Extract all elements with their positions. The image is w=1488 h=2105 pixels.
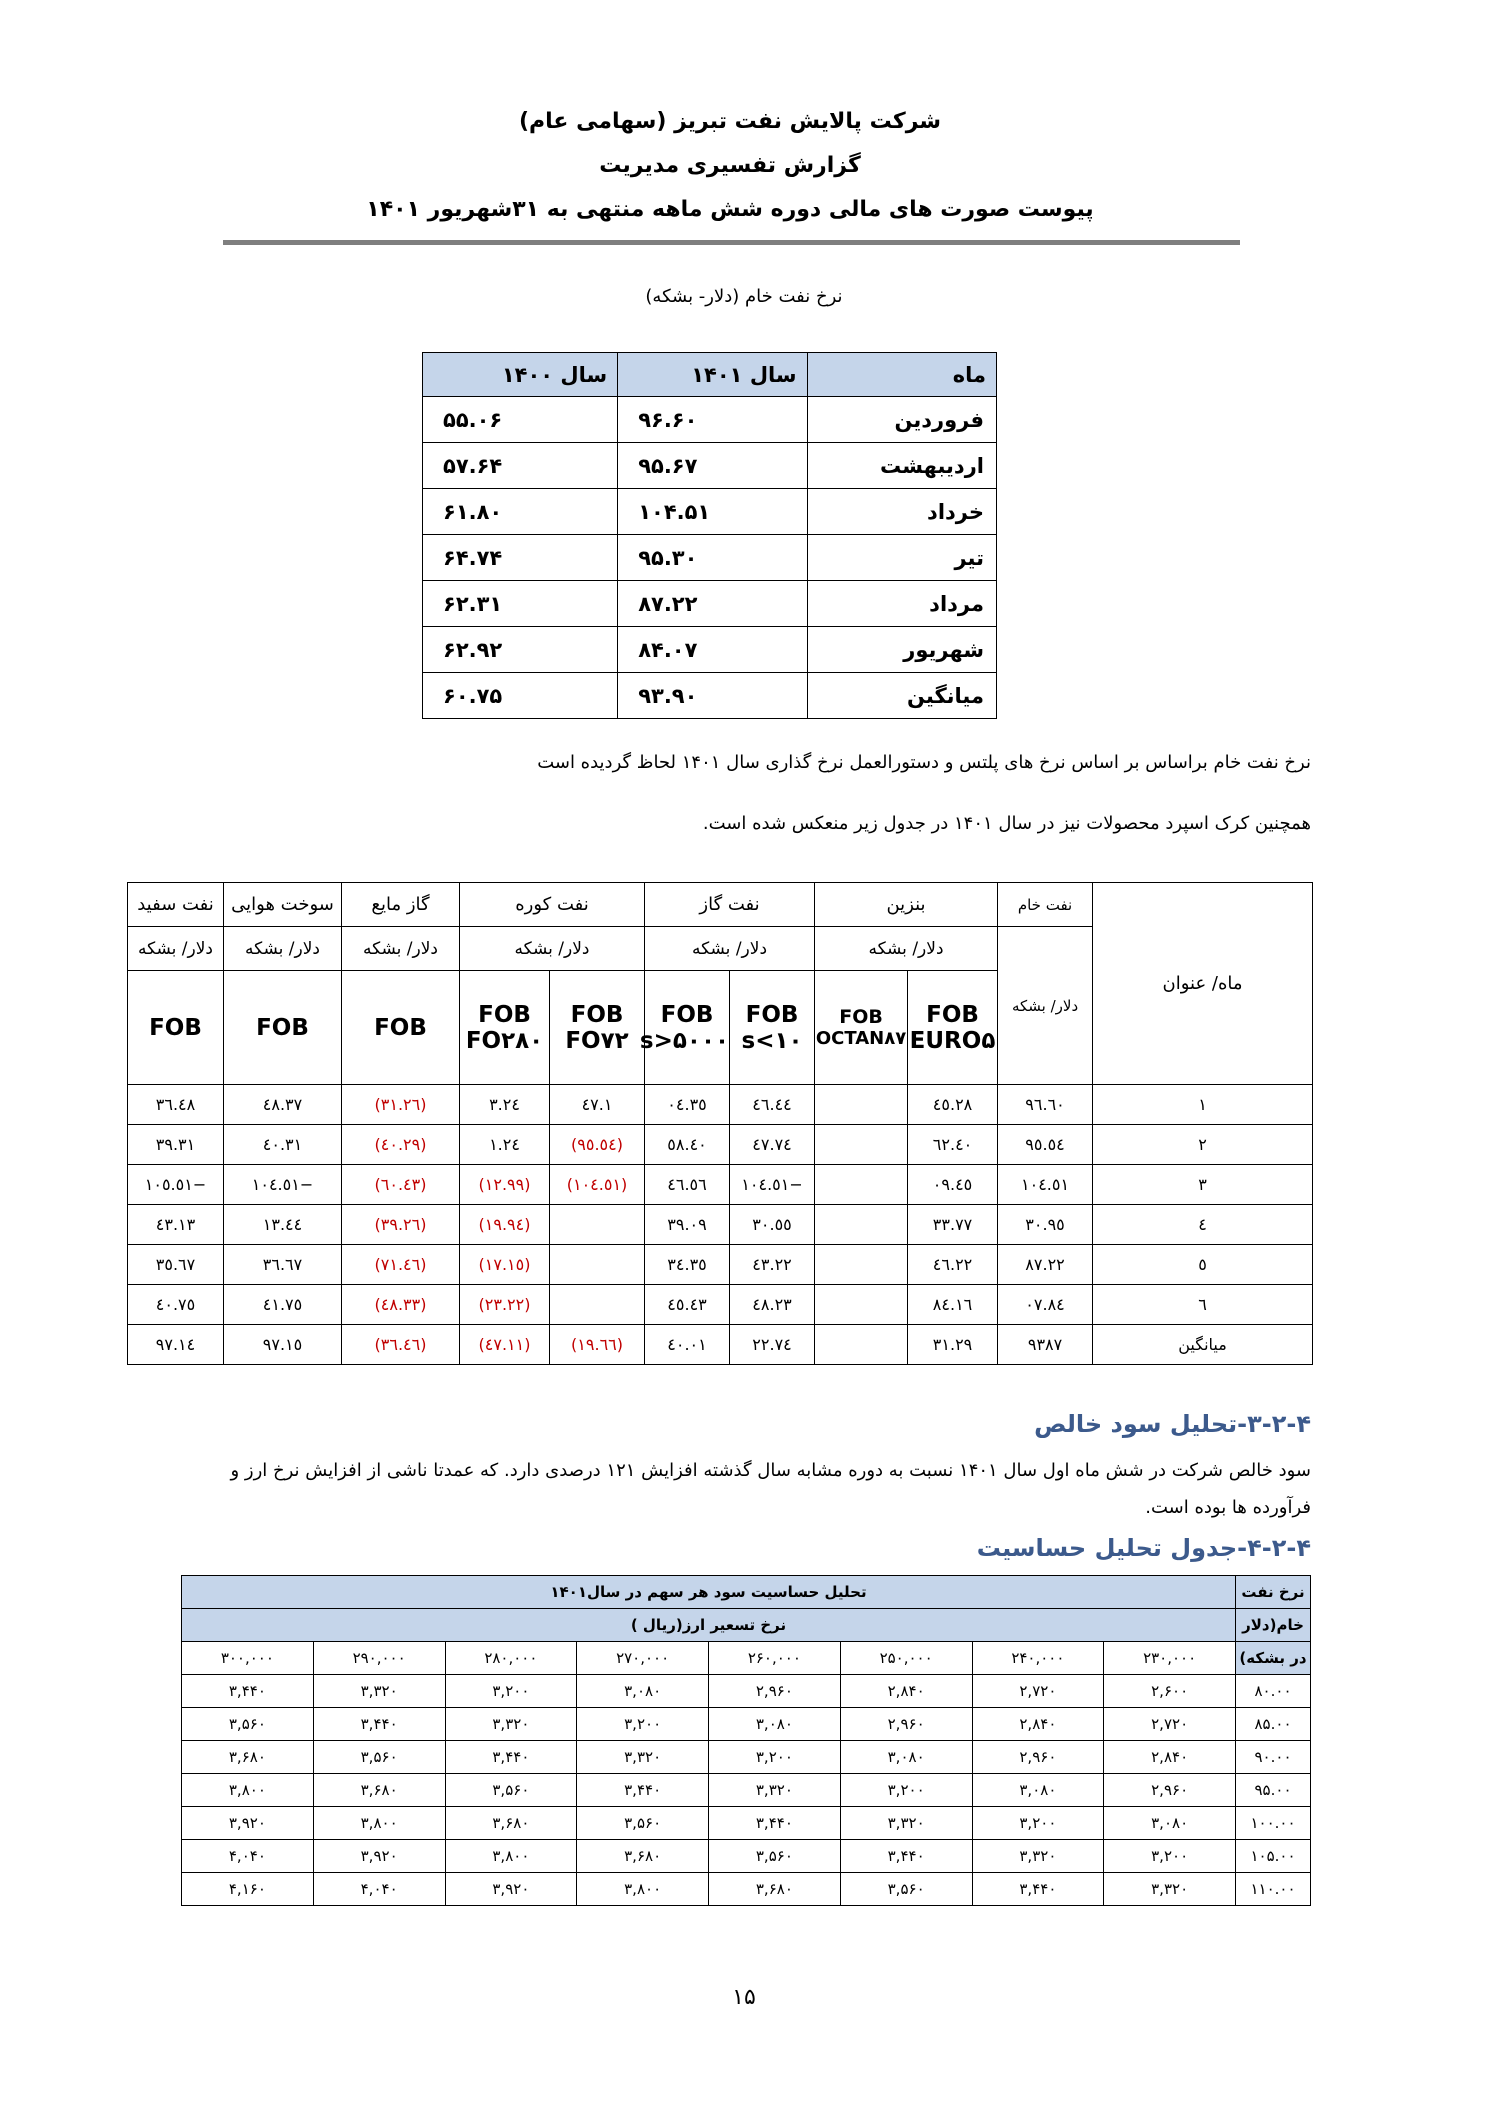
spread-value-cell: ۱٤.۹۷	[128, 1325, 224, 1365]
fob-s10: FOB s<۱۰	[730, 971, 815, 1085]
sens-eps-cell: ۲,۶۰۰	[1104, 1675, 1236, 1708]
crude-value-cell: ۶۱.۸۰	[423, 489, 618, 535]
spread-value-cell	[550, 1205, 645, 1245]
sens-eps-cell: ۳,۹۲۰	[313, 1840, 445, 1873]
spread-value-cell: (٤۳.٦۰)	[342, 1165, 460, 1205]
sens-eps-cell: ۲,۹۶۰	[972, 1741, 1104, 1774]
spread-value-cell: ٤٥.۰۹	[908, 1165, 998, 1205]
group-crude: نفت خام	[998, 883, 1093, 927]
sens-eps-cell: ۴,۰۴۰	[182, 1840, 314, 1873]
sens-eps-cell: ۳,۳۲۰	[840, 1807, 972, 1840]
spread-value-cell: ۲۸.٤٥	[908, 1085, 998, 1125]
spread-value-cell: ٤۸.۲۳	[730, 1285, 815, 1325]
spread-value-cell: ٤۳.۱۳	[128, 1205, 224, 1245]
spread-month-cell: ۳	[1093, 1165, 1313, 1205]
sens-eps-cell: ۳,۴۴۰	[577, 1774, 709, 1807]
spread-value-cell: (۹٥.٥٤)	[550, 1125, 645, 1165]
net-profit-text-line2: فرآورده ها بوده است.	[1145, 1497, 1311, 1518]
spread-value-cell: ۳۹.۰۹	[645, 1205, 730, 1245]
unit-kerosene: دلار/ بشکه	[128, 927, 224, 971]
sens-eps-cell: ۲,۹۶۰	[840, 1708, 972, 1741]
sens-eps-cell: ۳,۸۰۰	[577, 1873, 709, 1906]
crude-value-cell: ۸۷.۲۲	[618, 581, 807, 627]
sens-eps-cell: ۳,۳۲۰	[313, 1675, 445, 1708]
sens-eps-cell: ۳,۲۰۰	[709, 1741, 841, 1774]
spread-value-cell: (۱۹.۹٤)	[460, 1205, 550, 1245]
sens-eps-cell: ۳,۰۸۰	[1104, 1807, 1236, 1840]
spread-month-cell: ٤	[1093, 1205, 1313, 1245]
sens-eps-cell: ۲,۹۶۰	[709, 1675, 841, 1708]
spread-month-cell: ۱	[1093, 1085, 1313, 1125]
spread-value-cell: ٤۰.۷٥	[128, 1285, 224, 1325]
sens-eps-cell: ۴,۱۶۰	[182, 1873, 314, 1906]
unit-jetfuel: دلار/ بشکه	[224, 927, 342, 971]
spread-value-cell: ۳٥.۰٤	[645, 1085, 730, 1125]
crude-value-cell: ۶۰.۷۵	[423, 673, 618, 719]
spread-value-cell: ٤۳.٤٥	[645, 1285, 730, 1325]
unit-gasoline: دلار/ بشکه	[815, 927, 998, 971]
sens-eps-cell: ۳,۴۴۰	[445, 1741, 577, 1774]
header-divider	[223, 240, 1240, 245]
spread-value-cell: ۹٦.٦۰	[998, 1085, 1093, 1125]
sens-eps-cell: ۳,۴۴۰	[972, 1873, 1104, 1906]
spread-value-cell: ۳٦.٦۷	[224, 1245, 342, 1285]
spread-value-cell: ٤۰.٥۸	[645, 1125, 730, 1165]
spread-value-cell: ۸٤.۰۷	[998, 1285, 1093, 1325]
sens-eps-cell: ۳,۳۲۰	[445, 1708, 577, 1741]
spread-group-row	[128, 883, 1313, 927]
sens-eps-cell: ۳,۴۴۰	[182, 1675, 314, 1708]
sens-eps-cell: ۳,۵۶۰	[577, 1807, 709, 1840]
sens-eps-cell: ۳,۵۶۰	[445, 1774, 577, 1807]
spread-value-cell: ٤۱.۷٥	[224, 1285, 342, 1325]
spread-value-cell: ۹۳۸۷	[998, 1325, 1093, 1365]
spread-value-cell: ۹٥.٥٤	[998, 1125, 1093, 1165]
sens-subtitle-row	[182, 1609, 1311, 1642]
sens-corner-line2: خام(دلار	[1236, 1609, 1311, 1642]
spread-value-cell: (۱۷.۱٥)	[460, 1245, 550, 1285]
crude-value-cell: ۹۵.۶۷	[618, 443, 807, 489]
spread-value-cell: −۱۰٤.٥۱	[224, 1165, 342, 1205]
crude-row	[423, 443, 997, 489]
spread-value-cell: (۳۹.۲٦)	[342, 1205, 460, 1245]
sens-oil-price-cell: ۱۱۰.۰۰	[1236, 1873, 1311, 1906]
group-gasoil: نفت گاز	[645, 883, 815, 927]
unit-fueloil: دلار/ بشکه	[460, 927, 645, 971]
sens-rate-header: ۲۴۰,۰۰۰	[972, 1642, 1104, 1675]
sens-corner-line3: در بشکه)	[1236, 1642, 1311, 1675]
report-header	[220, 100, 1240, 232]
spread-month-cell: ۲	[1093, 1125, 1313, 1165]
sens-eps-cell: ۳,۶۸۰	[313, 1774, 445, 1807]
spread-value-cell: ۳۱.۲۹	[908, 1325, 998, 1365]
page-number: ۱۵	[732, 1985, 756, 2010]
spread-value-cell	[815, 1285, 908, 1325]
spread-value-cell: ۱۰٤.٥۱	[998, 1165, 1093, 1205]
sens-data-row	[182, 1741, 1311, 1774]
spread-data-row	[128, 1325, 1313, 1365]
net-profit-text-line1: سود خالص شرکت در شش ماه اول سال ۱۴۰۱ نسبت به دوره مشابه سال گذشته افزایش ۱۲۱ درصدی دارد. که عمدتا ناشی از افزایش نرخ ارز و	[230, 1460, 1311, 1481]
sens-eps-cell: ۳,۲۰۰	[577, 1708, 709, 1741]
spread-value-cell: (٦٦.۱۹)	[550, 1325, 645, 1365]
spread-value-cell: (۳٦.٤٦)	[342, 1325, 460, 1365]
sens-eps-cell: ۳,۸۰۰	[313, 1807, 445, 1840]
sens-eps-cell: ۳,۳۲۰	[972, 1840, 1104, 1873]
sens-eps-cell: ۳,۵۶۰	[840, 1873, 972, 1906]
crude-header-row	[423, 353, 997, 397]
sens-rate-header: ۲۷۰,۰۰۰	[577, 1642, 709, 1675]
spread-value-cell	[550, 1285, 645, 1325]
sens-data-row	[182, 1840, 1311, 1873]
sens-eps-cell: ۲,۸۴۰	[1104, 1741, 1236, 1774]
group-kerosene: نفت سفید	[128, 883, 224, 927]
spread-value-cell	[815, 1245, 908, 1285]
sens-eps-cell: ۲,۷۲۰	[972, 1675, 1104, 1708]
sens-rate-header: ۲۳۰,۰۰۰	[1104, 1642, 1236, 1675]
spread-value-cell: (۲٦.۳۱)	[342, 1085, 460, 1125]
crack-spread-table	[127, 882, 1313, 1365]
spread-value-cell: −۱۰٤.٥۱	[730, 1165, 815, 1205]
company-name: شرکت پالایش نفت تبریز (سهامی عام)	[518, 109, 942, 134]
spread-value-cell: (۱۲.۹۹)	[460, 1165, 550, 1205]
sens-eps-cell: ۳,۶۸۰	[577, 1840, 709, 1873]
sens-rate-row	[182, 1642, 1311, 1675]
spread-data-row	[128, 1285, 1313, 1325]
crude-value-cell: ۹۳.۹۰	[618, 673, 807, 719]
spread-value-cell: ۳٥.۳٤	[645, 1245, 730, 1285]
sens-oil-price-cell: ۹۰.۰۰	[1236, 1741, 1311, 1774]
crude-value-cell: ۵۷.۶۴	[423, 443, 618, 489]
crude-month-cell: مرداد	[807, 581, 996, 627]
spread-data-row	[128, 1125, 1313, 1165]
sens-eps-cell: ۲,۷۲۰	[1104, 1708, 1236, 1741]
crude-header-1400: سال ۱۴۰۰	[423, 353, 618, 397]
spread-value-cell	[815, 1325, 908, 1365]
unit-gasoil: دلار/ بشکه	[645, 927, 815, 971]
spread-value-cell: ۲۲.۷٤	[730, 1325, 815, 1365]
sens-corner-line1: نرخ نفت	[1236, 1576, 1311, 1609]
sens-eps-cell: ۳,۵۶۰	[709, 1840, 841, 1873]
sens-eps-cell: ۳,۰۸۰	[840, 1741, 972, 1774]
section-sensitivity-title: ۴-۲-۴-جدول تحلیل حساسیت	[976, 1534, 1311, 1562]
sens-eps-cell: ۳,۴۴۰	[709, 1807, 841, 1840]
sens-rate-header: ۳۰۰,۰۰۰	[182, 1642, 314, 1675]
sens-oil-price-cell: ۹۵.۰۰	[1236, 1774, 1311, 1807]
spread-value-cell: (۲۹.٤۰)	[342, 1125, 460, 1165]
spread-value-cell: ۸۷.۲۲	[998, 1245, 1093, 1285]
sens-data-row	[182, 1675, 1311, 1708]
sens-data-row	[182, 1873, 1311, 1906]
spread-value-cell	[815, 1125, 908, 1165]
crude-table-caption: نرخ نفت خام (دلار- بشکه)	[645, 286, 843, 307]
sens-eps-cell: ۳,۲۰۰	[972, 1807, 1104, 1840]
sens-eps-cell: ۳,۳۲۰	[577, 1741, 709, 1774]
crude-month-cell: فروردین	[807, 397, 996, 443]
crude-header-1401: سال ۱۴۰۱	[618, 353, 807, 397]
sens-eps-cell: ۳,۴۴۰	[313, 1708, 445, 1741]
spread-value-cell: ٤۰.٦۲	[908, 1125, 998, 1165]
section-net-profit-title: ۳-۲-۴-تحلیل سود خالص	[1034, 1410, 1311, 1438]
sens-eps-cell: ۳,۰۸۰	[972, 1774, 1104, 1807]
crude-row	[423, 489, 997, 535]
sens-title: تحلیل حساسیت سود هر سهم در سال۱۴۰۱	[182, 1576, 1236, 1609]
fob-fo280: FOB FO۲۸۰	[460, 971, 550, 1085]
sens-eps-cell: ۳,۴۴۰	[840, 1840, 972, 1873]
spread-data-row	[128, 1165, 1313, 1205]
spread-row-label: ماه/ عنوان	[1093, 883, 1313, 1085]
spread-value-cell: (۱۰٤.٥۱)	[550, 1165, 645, 1205]
crude-row	[423, 627, 997, 673]
unit-lpg: دلار/ بشکه	[342, 927, 460, 971]
sens-eps-cell: ۳,۹۲۰	[182, 1807, 314, 1840]
sens-eps-cell: ۳,۶۸۰	[182, 1741, 314, 1774]
group-jetfuel: سوخت هوایی	[224, 883, 342, 927]
spread-value-cell: ۱.٤۷	[550, 1085, 645, 1125]
spread-value-cell: ٤٦.٤٤	[730, 1085, 815, 1125]
sens-eps-cell: ۳,۰۸۰	[709, 1708, 841, 1741]
spread-value-cell: (۲۳.۲۲)	[460, 1285, 550, 1325]
spread-value-cell: ۹٥.۳۰	[998, 1205, 1093, 1245]
sens-eps-cell: ۳,۵۶۰	[313, 1741, 445, 1774]
sens-eps-cell: ۲,۸۴۰	[972, 1708, 1104, 1741]
spread-value-cell: ۳۹.۳۱	[128, 1125, 224, 1165]
crude-note: نرخ نفت خام براساس بر اساس نرخ های پلتس و دستورالعمل نرخ گذاری سال ۱۴۰۱ لحاظ گردیده است	[537, 752, 1311, 773]
spread-value-cell: ٤٦.٥٦	[645, 1165, 730, 1205]
sens-eps-cell: ۴,۰۴۰	[313, 1873, 445, 1906]
sens-rate-header: ۲۵۰,۰۰۰	[840, 1642, 972, 1675]
fob-s5000: FOB s>۵۰۰۰	[645, 971, 730, 1085]
spread-value-cell: ٤٤.۱۳	[224, 1205, 342, 1245]
crude-value-cell: ۶۲.۳۱	[423, 581, 618, 627]
spread-value-cell: ۱٥.۹۷	[224, 1325, 342, 1365]
sens-eps-cell: ۲,۹۶۰	[1104, 1774, 1236, 1807]
crude-month-cell: اردیبهشت	[807, 443, 996, 489]
sens-data-row	[182, 1708, 1311, 1741]
crude-row	[423, 673, 997, 719]
crude-row	[423, 535, 997, 581]
spread-value-cell	[815, 1085, 908, 1125]
spread-value-cell: (٤٦.۷۱)	[342, 1245, 460, 1285]
spread-value-cell: (۱۱.٤۷)	[460, 1325, 550, 1365]
crude-row	[423, 581, 997, 627]
spread-data-row	[128, 1245, 1313, 1285]
sens-oil-price-cell: ۱۰۵.۰۰	[1236, 1840, 1311, 1873]
spread-value-cell: ٥٥.۳۰	[730, 1205, 815, 1245]
spread-value-cell: ۳.۲٤	[460, 1085, 550, 1125]
fob-jetfuel: FOB	[224, 971, 342, 1085]
spread-value-cell	[815, 1205, 908, 1245]
sens-eps-cell: ۳,۹۲۰	[445, 1873, 577, 1906]
sens-rate-header: ۲۶۰,۰۰۰	[709, 1642, 841, 1675]
sens-rate-header: ۲۹۰,۰۰۰	[313, 1642, 445, 1675]
crude-value-cell: ۶۴.۷۴	[423, 535, 618, 581]
sens-oil-price-cell: ۸۵.۰۰	[1236, 1708, 1311, 1741]
crude-row	[423, 397, 997, 443]
spread-value-cell: ٤۰.۳۱	[224, 1125, 342, 1165]
report-subtitle: پیوست صورت های مالی دوره شش ماهه منتهی به ۳۱شهریور ۱۴۰۱	[366, 197, 1094, 222]
sens-eps-cell: ۳,۲۰۰	[840, 1774, 972, 1807]
sens-oil-price-cell: ۸۰.۰۰	[1236, 1675, 1311, 1708]
sens-eps-cell: ۳,۸۰۰	[182, 1774, 314, 1807]
crude-value-cell: ۹۶.۶۰	[618, 397, 807, 443]
crude-value-cell: ۶۲.۹۲	[423, 627, 618, 673]
report-title: گزارش تفسیری مدیریت	[599, 153, 861, 178]
sens-eps-cell: ۳,۸۰۰	[445, 1840, 577, 1873]
sens-eps-cell: ۳,۲۰۰	[1104, 1840, 1236, 1873]
fob-kerosene: FOB	[128, 971, 224, 1085]
crude-price-table	[422, 352, 997, 719]
crude-month-cell: میانگین	[807, 673, 996, 719]
spread-value-cell: ۳۳.۷۷	[908, 1205, 998, 1245]
fob-euro5: FOB EURO۵	[908, 971, 998, 1085]
sens-eps-cell: ۳,۳۲۰	[1104, 1873, 1236, 1906]
sens-title-row	[182, 1576, 1311, 1609]
crude-month-cell: تیر	[807, 535, 996, 581]
sens-oil-price-cell: ۱۰۰.۰۰	[1236, 1807, 1311, 1840]
fob-fo72: FOB FO۷۲	[550, 971, 645, 1085]
spread-month-cell: میانگین	[1093, 1325, 1313, 1365]
spread-value-cell: ٤۰.۰۱	[645, 1325, 730, 1365]
sens-eps-cell: ۲,۸۴۰	[840, 1675, 972, 1708]
crude-value-cell: ۵۵.۰۶	[423, 397, 618, 443]
crude-value-cell: ۸۴.۰۷	[618, 627, 807, 673]
spread-value-cell: ۳۷.٤۸	[224, 1085, 342, 1125]
sens-eps-cell: ۳,۰۸۰	[577, 1675, 709, 1708]
spread-value-cell	[815, 1165, 908, 1205]
sens-subtitle: نرخ تسعیر ارز(ریال )	[182, 1609, 1236, 1642]
unit-crude: دلار/ بشکه	[998, 927, 1093, 1085]
sens-rate-header: ۲۸۰,۰۰۰	[445, 1642, 577, 1675]
spread-value-cell: −۱۰٥.٥۱	[128, 1165, 224, 1205]
spread-value-cell: ۱.۲٤	[460, 1125, 550, 1165]
spread-month-cell: ٥	[1093, 1245, 1313, 1285]
sens-data-row	[182, 1807, 1311, 1840]
group-fueloil: نفت کوره	[460, 883, 645, 927]
spread-value-cell: ٤۳.۲۲	[730, 1245, 815, 1285]
crude-month-cell: شهریور	[807, 627, 996, 673]
spread-value-cell	[550, 1245, 645, 1285]
crude-value-cell: ۱۰۴.۵۱	[618, 489, 807, 535]
fob-lpg: FOB	[342, 971, 460, 1085]
spread-value-cell: ۲۲.٤٦	[908, 1245, 998, 1285]
sens-eps-cell: ۳,۵۶۰	[182, 1708, 314, 1741]
spread-value-cell: ۳٦.٤۸	[128, 1085, 224, 1125]
spread-value-cell: ۱٦.۸٤	[908, 1285, 998, 1325]
spread-data-row	[128, 1205, 1313, 1245]
sens-eps-cell: ۳,۳۲۰	[709, 1774, 841, 1807]
spread-month-cell: ٦	[1093, 1285, 1313, 1325]
group-lpg: گاز مایع	[342, 883, 460, 927]
spread-value-cell: (۳۳.٤۸)	[342, 1285, 460, 1325]
crack-spread-intro: همچنین کرک اسپرد محصولات نیز در سال ۱۴۰۱ در جدول زیر منعکس شده است.	[702, 813, 1311, 834]
sens-eps-cell: ۳,۶۸۰	[709, 1873, 841, 1906]
fob-octan87: FOB OCTAN۸۷	[815, 971, 908, 1085]
crude-value-cell: ۹۵.۳۰	[618, 535, 807, 581]
spread-value-cell: ۳٥.٦۷	[128, 1245, 224, 1285]
crude-header-month: ماه	[807, 353, 996, 397]
sensitivity-table	[181, 1575, 1311, 1906]
group-gasoline: بنزین	[815, 883, 998, 927]
crude-month-cell: خرداد	[807, 489, 996, 535]
spread-value-cell: ٤۷.۷٤	[730, 1125, 815, 1165]
sens-eps-cell: ۳,۶۸۰	[445, 1807, 577, 1840]
sens-data-row	[182, 1774, 1311, 1807]
spread-data-row	[128, 1085, 1313, 1125]
sens-eps-cell: ۳,۲۰۰	[445, 1675, 577, 1708]
